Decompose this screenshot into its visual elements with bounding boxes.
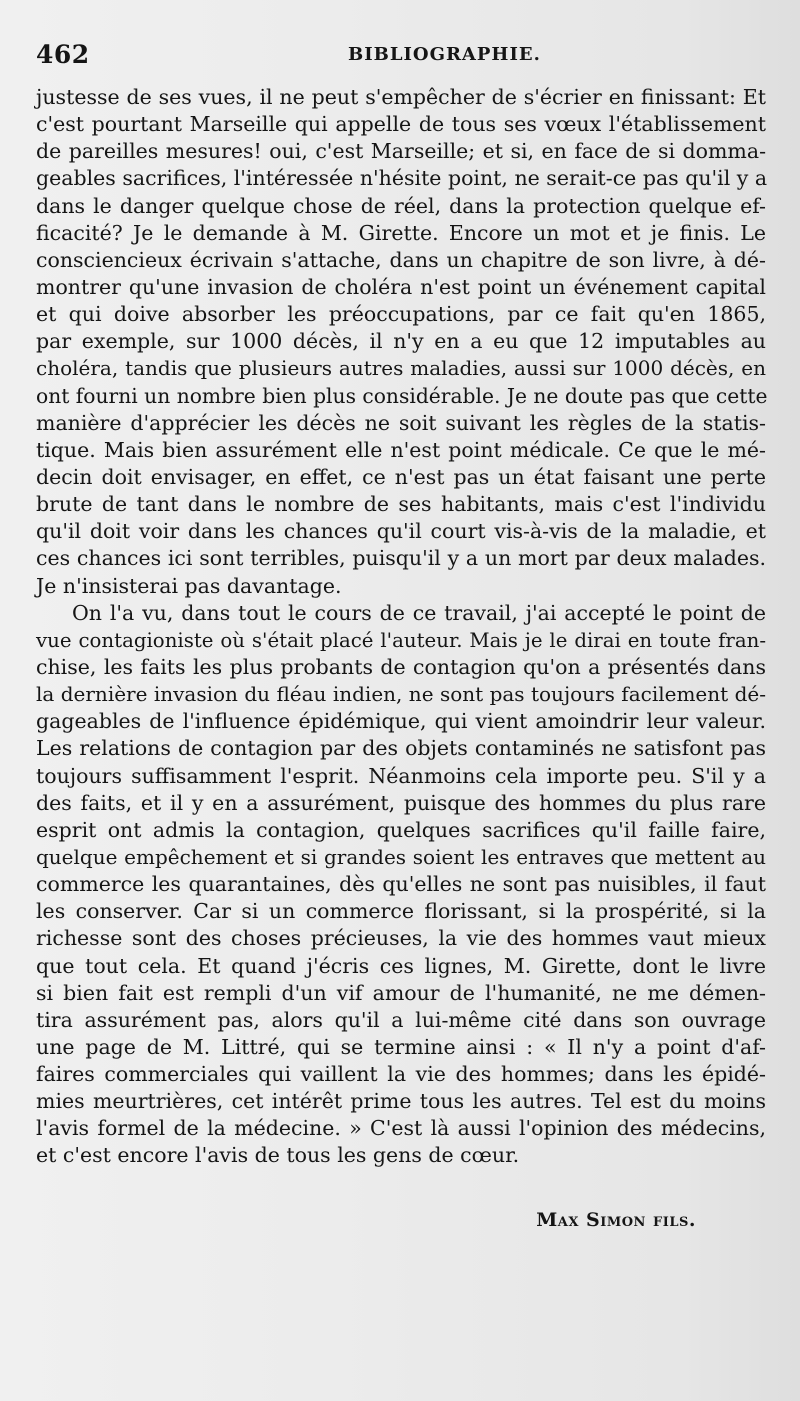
text-line: et c'est encore l'avis de tous les gens de cœur. bbox=[36, 1143, 520, 1168]
text-line: l'avis formel de la médecine. » C'est là aussi l'opinion des médecins, bbox=[36, 1116, 766, 1141]
text-line: que tout cela. Et quand j'écris ces lignes, M. Girette, dont le livre bbox=[36, 953, 766, 978]
text-line: On l'a vu, dans tout le cours de ce travail, j'ai accepté le point de bbox=[72, 600, 766, 625]
page-header bbox=[36, 40, 766, 74]
text-line: quelque empêchement et si grandes soient les entraves que mettent au bbox=[36, 844, 766, 869]
text-line: mies meurtrières, cet intérêt prime tous les autres. Tel est du moins bbox=[36, 1089, 766, 1114]
text-line: ont fourni un nombre bien plus considérable. Je ne doute pas que cette bbox=[36, 383, 768, 408]
text-line: et qui doive absorber les préoccupations, par ce fait qu'en 1865, bbox=[36, 302, 766, 327]
text-line: vue contagioniste où s'était placé l'auteur. Mais je le dirai en toute fran- bbox=[36, 628, 766, 652]
text-line: justesse de ses vues, il ne peut s'empêcher de s'écrier en finissant: Et bbox=[36, 85, 766, 109]
text-line: la dernière invasion du fléau indien, ne sont pas toujours facilement dé- bbox=[36, 682, 766, 707]
text-line: gageables de l'influence épidémique, qui vient amoindrir leur valeur. bbox=[36, 709, 766, 734]
text-line: geables sacrifices, l'intéressée n'hésite point, ne serait-ce pas qu'il y a bbox=[36, 166, 768, 191]
text-line: une page de M. Littré, qui se termine ainsi : « Il n'y a point d'af- bbox=[36, 1034, 766, 1059]
page-number: 462 bbox=[36, 40, 90, 69]
running-head: BIBLIOGRAPHIE. bbox=[348, 44, 541, 65]
text-line: ces chances ici sont terribles, puisqu'il y a un mort par deux malades. bbox=[36, 546, 766, 571]
text-line: decin doit envisager, en effet, ce n'est pas un état faisant une perte bbox=[36, 464, 766, 489]
text-line: qu'il doit voir dans les chances qu'il court vis-à-vis de la maladie, et bbox=[36, 519, 766, 544]
text-line: consciencieux écrivain s'attache, dans un chapitre de son livre, à dé- bbox=[36, 247, 766, 272]
text-line: ficacité? Je le demande à M. Girette. Encore un mot et je finis. Le bbox=[36, 220, 766, 245]
text-line: si bien fait est rempli d'un vif amour de l'humanité, ne me démen- bbox=[36, 980, 766, 1005]
text-line: faires commerciales qui vaillent la vie des hommes; dans les épidé- bbox=[36, 1062, 766, 1087]
author-signature: Max Simon fils. bbox=[536, 1209, 696, 1231]
text-line: brute de tant dans le nombre de ses habitants, mais c'est l'individu bbox=[36, 492, 766, 517]
text-line: c'est pourtant Marseille qui appelle de tous ses vœux l'établissement bbox=[36, 112, 766, 137]
text-line: Je n'insisterai pas davantage. bbox=[36, 573, 342, 598]
text-line: toujours suffisamment l'esprit. Néanmoins cela importe peu. S'il y a bbox=[36, 763, 766, 788]
text-line: dans le danger quelque chose de réel, dans la protection quelque ef- bbox=[36, 193, 766, 218]
text-line: esprit ont admis la contagion, quelques sacrifices qu'il faille faire, bbox=[36, 817, 766, 842]
text-line: richesse sont des choses précieuses, la vie des hommes vaut mieux bbox=[36, 926, 766, 951]
text-line: de pareilles mesures! oui, c'est Marseille; et si, en face de si domma- bbox=[36, 139, 766, 164]
text-line: tique. Mais bien assurément elle n'est point médicale. Ce que le mé- bbox=[36, 437, 766, 462]
body-text bbox=[36, 84, 766, 1170]
text-line: chise, les faits les plus probants de contagion qu'on a présentés dans bbox=[36, 654, 766, 679]
text-line: les conserver. Car si un commerce florissant, si la prospérité, si la bbox=[36, 899, 766, 924]
text-line: manière d'apprécier les décès ne soit suivant les règles de la statis- bbox=[36, 410, 766, 435]
text-line: commerce les quarantaines, dès qu'elles ne sont pas nuisibles, il faut bbox=[36, 872, 766, 897]
text-line: choléra, tandis que plusieurs autres maladies, aussi sur 1000 décès, en bbox=[36, 356, 766, 381]
text-line: montrer qu'une invasion de choléra n'est point un événement capital bbox=[36, 274, 766, 299]
text-line: par exemple, sur 1000 décès, il n'y en a eu que 12 imputables au bbox=[36, 329, 766, 354]
text-line: des faits, et il y en a assurément, puisque des hommes du plus rare bbox=[36, 790, 766, 815]
text-line: tira assurément pas, alors qu'il a lui-même cité dans son ouvrage bbox=[36, 1007, 766, 1032]
text-line: Les relations de contagion par des objets contaminés ne satisfont pas bbox=[36, 736, 766, 761]
